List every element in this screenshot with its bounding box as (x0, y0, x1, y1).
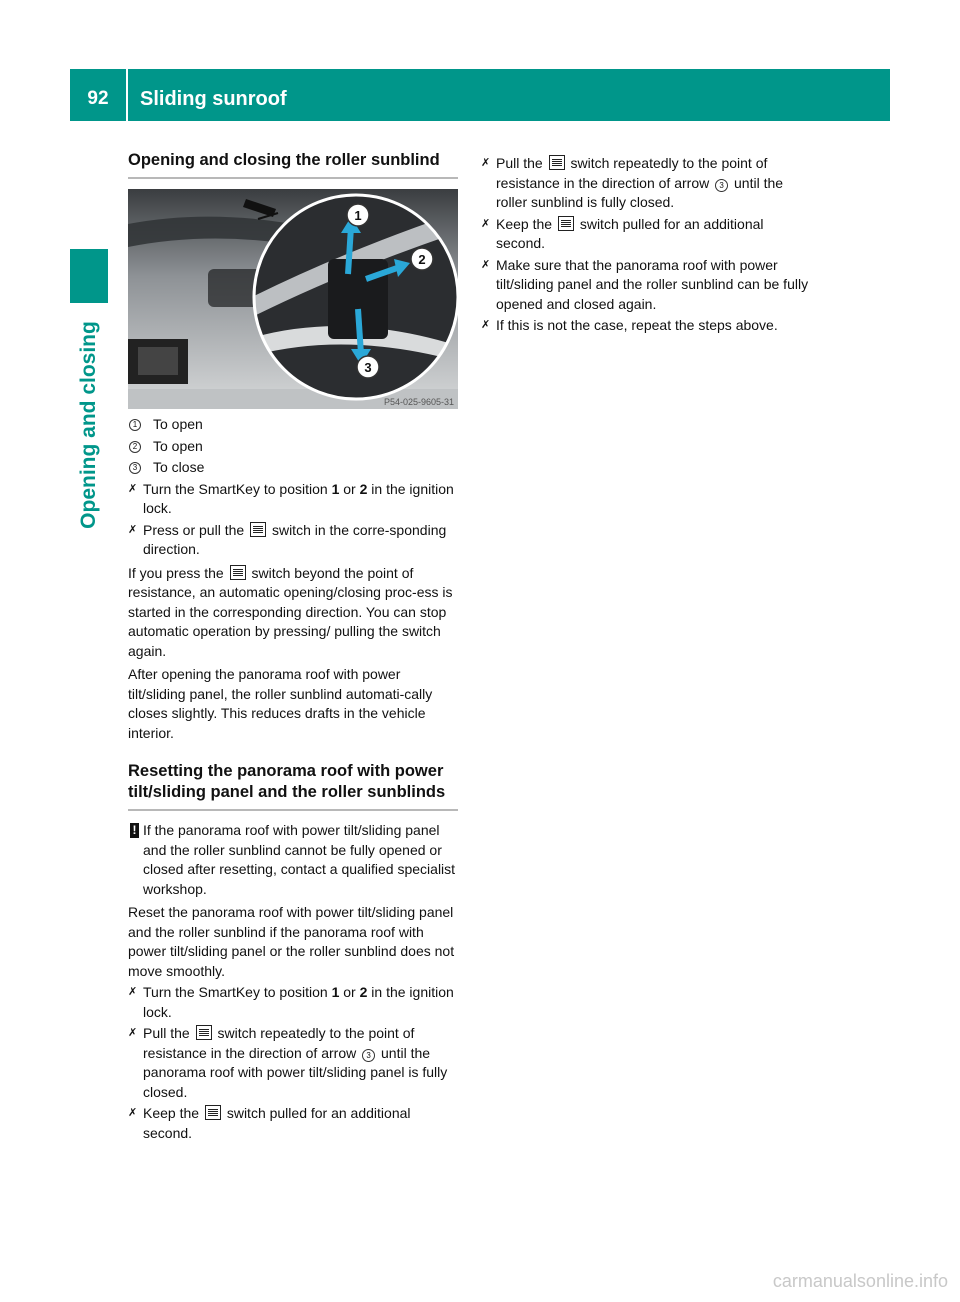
step-pull-switch-roof: ✗ Pull the switch repeatedly to the point of resistance in the direction of arrow 3 until the panorama roof with power tilt/sliding panel is fully closed. (128, 1025, 448, 1100)
step-arrow-icon: ✗ (481, 157, 491, 169)
heading-roller-sunblind: Opening and closing the roller sunblind (128, 151, 440, 169)
step-press-pull-switch: ✗ Press or pull the switch in the corre-sponding direction. (128, 521, 447, 557)
side-tab-block (70, 249, 108, 303)
sunblind-switch-icon (250, 522, 266, 537)
sunblind-switch-icon (549, 155, 565, 170)
legend-text: To open (153, 437, 203, 454)
step-repeat: ✗ If this is not the case, repeat the steps above. (481, 316, 811, 336)
legend-item (128, 458, 458, 478)
callout-ref: 3 (362, 1049, 375, 1062)
heading-rule (128, 177, 458, 179)
sunblind-switch-icon (558, 216, 574, 231)
legend-text: To close (153, 459, 205, 475)
step-arrow-icon: ✗ (128, 482, 138, 495)
sunblind-switch-icon (205, 1105, 221, 1120)
step-keep-switch-sunblind: ✗ Keep the switch pulled for an additional second. (481, 215, 764, 251)
svg-text:1: 1 (354, 208, 362, 223)
step-arrow-icon: ✗ (128, 986, 138, 998)
side-tab-label: Opening and closing (77, 321, 100, 529)
legend-item (128, 437, 458, 457)
paragraph-automatic-operation: If you press the switch beyond the point of resistance, an automatic opening/closing proc-ess is started in the corresponding direction. You can stop automatic operation by pressing/ pulling the switch again. (128, 564, 453, 659)
paragraph-closes-slightly: After opening the panorama roof with power tilt/sliding panel, the roller sunblind automati-cally closes slightly. This reduces drafts in the vehicle interior. (128, 666, 433, 741)
heading-resetting: Resetting the panorama roof with power tilt/sliding panel and the roller sunblinds (128, 762, 446, 801)
legend-number: 3 (129, 462, 141, 474)
step-arrow-icon: ✗ (481, 258, 491, 271)
heading-rule (128, 809, 458, 811)
step-arrow-icon: ✗ (128, 1027, 138, 1039)
paragraph-reset-intro: Reset the panorama roof with power tilt/sliding panel and the roller sunblind if the panorama roof with power tilt/sliding panel or the roller sunblind does not move smoothly. (128, 904, 455, 979)
step-pull-switch-sunblind: ✗ Pull the switch repeatedly to the point of resistance in the direction of arrow 3 until the roller sunblind is fully closed. (481, 155, 784, 210)
step-turn-smartkey: ✗ Turn the SmartKey to position 1 or 2 in the ignition lock. (128, 480, 454, 516)
legend-number: 1 (129, 419, 141, 431)
step-turn-smartkey-reset: ✗ Turn the SmartKey to position 1 or 2 in the ignition lock. (128, 984, 454, 1020)
header-divider (126, 69, 128, 121)
warning-icon: ! (130, 823, 139, 838)
sunblind-switch-icon (196, 1025, 212, 1040)
side-tab (70, 310, 108, 540)
legend-text: To open (153, 416, 203, 432)
step-keep-switch-roof: ✗ Keep the switch pulled for an additional second. (128, 1105, 411, 1141)
svg-text:2: 2 (418, 252, 426, 267)
step-arrow-icon: ✗ (481, 319, 491, 331)
warning-note: ! If the panorama roof with power tilt/sliding panel and the roller sunblind cannot be fully opened or closed after resetting, contact a qualified specialist workshop. (128, 821, 458, 899)
right-column (481, 152, 811, 336)
page-number: 92 (87, 88, 109, 109)
svg-text:3: 3 (364, 360, 372, 375)
sunblind-switch-icon (230, 565, 246, 580)
left-column (128, 150, 458, 1143)
legend-item (128, 415, 458, 435)
watermark: carmanualsonline.info (772, 1271, 948, 1291)
step-verify-operation: ✗ Make sure that the panorama roof with power tilt/sliding panel and the roller sunblind can be fully opened and closed again. (481, 256, 809, 312)
photo-code: P54-025-9605-31 (383, 397, 454, 407)
sunroof-switch-photo (128, 189, 458, 409)
step-arrow-icon: ✗ (128, 1107, 138, 1119)
callout-ref: 3 (715, 179, 728, 192)
legend-number: 2 (129, 441, 141, 453)
section-title: Sliding sunroof (140, 88, 287, 110)
step-arrow-icon: ✗ (128, 523, 138, 536)
legend (128, 415, 458, 478)
step-arrow-icon: ✗ (481, 217, 491, 230)
